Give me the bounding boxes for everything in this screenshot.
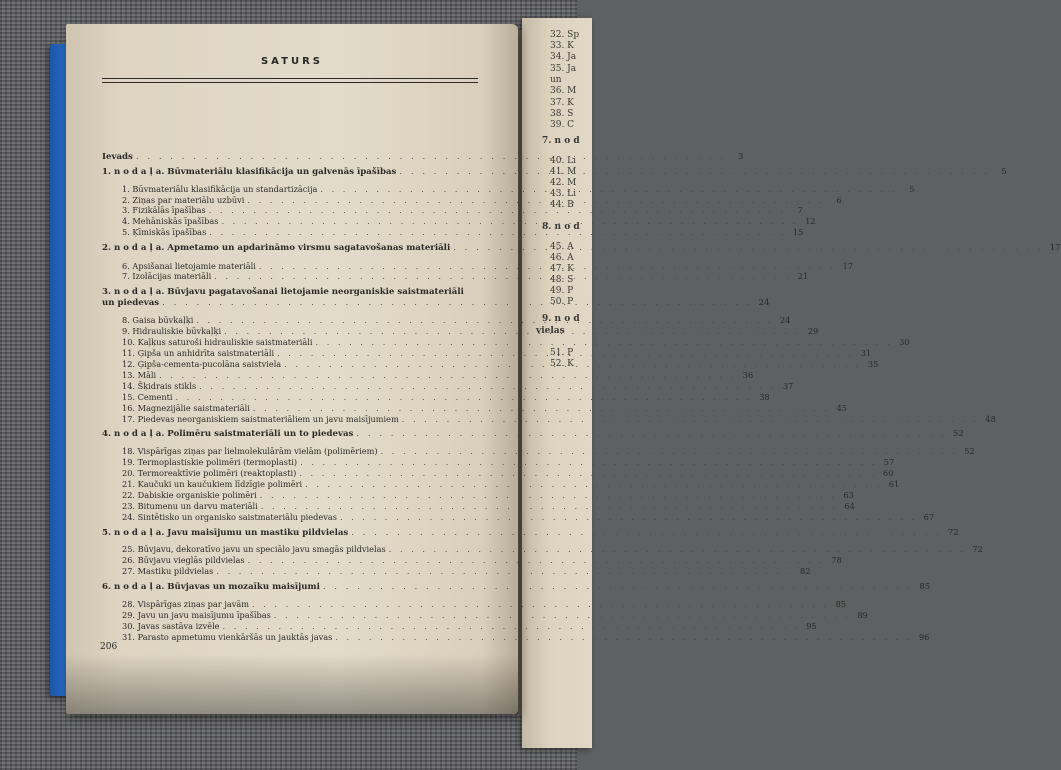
right-page-line: 41. M	[550, 167, 577, 177]
toc-entry-label: 30. Javas sastāva izvēle	[122, 621, 220, 631]
toc-entry-label: 23. Bitumenu un darvu materiāli	[122, 501, 258, 511]
toc-entry-label: 14. Šķidrais stikls	[122, 381, 197, 391]
toc-chapter	[102, 528, 959, 539]
toc-page-number: 85	[835, 599, 847, 609]
toc-page-number: 61	[888, 479, 900, 489]
right-page-line: vielas	[536, 326, 565, 336]
toc-entry	[122, 490, 854, 501]
toc-page-number: 78	[831, 555, 842, 565]
toc-entry-label: 4. Mehāniskās īpašības	[122, 216, 219, 226]
toc-leader-dots	[209, 205, 786, 216]
toc-entry	[122, 403, 847, 414]
toc-leader-dots	[453, 243, 1043, 254]
page-title: SATURS	[260, 56, 323, 67]
toc-page-number: 72	[947, 528, 959, 538]
toc-leader-dots	[176, 392, 753, 403]
right-page-line: 32. Sp	[550, 30, 580, 40]
toc-entry-label: 29. Javu un javu maisījumu īpašības	[122, 610, 271, 620]
toc-entry-label: 18. Vispārīgas ziņas par lielmolekulārām vielām (polimēriem)	[122, 446, 378, 456]
toc-page-number: 52	[964, 446, 975, 456]
toc-entry-label: 5. Ķīmiskās īpašības	[122, 227, 207, 237]
toc-entry-label: 8. Gaisa būvkaļķi	[122, 315, 194, 325]
toc-leader-dots	[323, 582, 913, 593]
right-page-line: 45. A	[550, 242, 574, 252]
right-page-line: 34. Ja	[550, 52, 577, 62]
right-page-line: 49. P	[550, 286, 574, 296]
toc-page-number: 5	[1001, 167, 1007, 177]
toc-leader-dots	[284, 359, 861, 370]
toc-leader-dots	[221, 216, 798, 227]
toc-entry-label: 6. n o d a ļ a. Būvjavas un mozaīku maisījumi	[102, 582, 320, 592]
right-page-line: 38. S	[550, 109, 574, 119]
toc-page-number: 45	[836, 403, 847, 413]
toc-page-number: 12	[805, 216, 816, 226]
right-page-line: 51. P	[550, 348, 574, 358]
toc-leader-dots	[224, 326, 801, 337]
toc-entry-label: 19. Termoplastiskie polimēri (termoplasti)	[122, 457, 298, 467]
toc-leader-dots	[277, 348, 854, 359]
toc-entry	[122, 610, 868, 621]
toc-page-number: 7	[797, 205, 803, 215]
toc-leader-dots	[162, 298, 752, 309]
toc-leader-dots	[136, 152, 726, 163]
right-page-line: 39. C	[550, 120, 575, 130]
toc-leader-dots	[356, 429, 946, 440]
right-page-line: 33. K	[550, 41, 574, 51]
toc-leader-dots	[340, 512, 917, 523]
toc-leader-dots	[335, 632, 912, 643]
toc-page-number: 17	[1049, 243, 1061, 253]
toc-page-number: 36	[742, 370, 754, 380]
toc-entry	[122, 512, 935, 523]
toc-page-number: 85	[919, 582, 931, 592]
toc-page-number: 57	[883, 457, 895, 467]
toc-page-number: 30	[899, 337, 910, 347]
header-rule-top	[102, 78, 478, 79]
header-rule-bottom	[102, 82, 478, 83]
toc-leader-dots	[389, 544, 966, 555]
toc-entry-label: 26. Būvjavu vieglās pildvielas	[122, 555, 245, 565]
page-shadow	[66, 654, 518, 714]
toc-leader-dots	[253, 403, 830, 414]
right-page-line: 7. n o d	[542, 136, 580, 146]
toc-page-number: 29	[807, 326, 819, 336]
toc-page-number: 60	[882, 468, 894, 478]
right-page-line: un	[550, 75, 562, 85]
toc-entry	[122, 599, 847, 610]
toc-entry-label: 2. n o d a ļ a. Apmetamo un apdarināmo virsmu sagatavošanas materiāli	[102, 243, 451, 253]
toc-leader-dots	[402, 414, 979, 425]
toc-entry-label: 24. Sintētisko un organisko saistmateriālu piedevas	[122, 512, 337, 522]
toc-entry-label: Ievads	[102, 152, 133, 162]
toc-entry-label: 16. Magnezijālie saistmateriāli	[122, 403, 250, 413]
toc-entry	[122, 479, 900, 490]
toc-page-number: 6	[836, 195, 842, 205]
toc-leader-dots	[223, 621, 800, 632]
toc-page-number: 15	[792, 227, 804, 237]
toc-leader-dots	[261, 501, 838, 512]
toc-entry-label: 22. Dabiskie organiskie polimēri	[122, 490, 257, 500]
toc-entry-label: 28. Vispārīgas ziņas par javām	[122, 599, 250, 609]
toc-entry	[122, 555, 842, 566]
toc-entry	[122, 501, 855, 512]
toc-entry-label: 13. Māli	[122, 370, 157, 380]
toc-page-number: 35	[867, 359, 879, 369]
toc-page-number: 37	[782, 381, 794, 391]
toc-entry-label: 21. Kaučuki un kaučukiem līdzīgie polimēri	[122, 479, 303, 489]
toc-entry	[122, 621, 817, 632]
toc-page-number: 96	[918, 632, 930, 642]
toc-entry-label: 31. Parasto apmetumu vienkāršās un jauktās javas	[122, 632, 333, 642]
toc-leader-dots	[315, 337, 892, 348]
right-page-line: 40. Li	[550, 156, 577, 166]
toc-leader-dots	[300, 457, 877, 468]
toc-entry-label: 7. Izolācijas materiāli	[122, 271, 212, 281]
toc-page-number: 24	[758, 298, 770, 308]
toc-leader-dots	[159, 370, 736, 381]
toc-entry	[122, 392, 770, 403]
toc-entry-label: 15. Cementi	[122, 392, 173, 402]
toc-entry-label: 12. Ģipša-cementa-pucolāna saistviela	[122, 359, 282, 369]
toc-entry	[122, 381, 794, 392]
toc-page-number: 24	[779, 315, 791, 325]
right-page-line: 37. K	[550, 98, 574, 108]
page-number: 206	[100, 642, 118, 652]
toc-leader-dots	[351, 528, 941, 539]
toc-chapter	[102, 429, 964, 440]
toc-entry-label: un piedevas	[102, 298, 160, 308]
toc-entry-label: 27. Mastiku pildvielas	[122, 566, 214, 576]
toc-entry	[122, 566, 811, 577]
toc-entry-label: 3. Fizikālās īpašības	[122, 205, 206, 215]
toc-leader-dots	[399, 167, 989, 178]
toc-page-number: 31	[860, 348, 872, 358]
toc-page-number: 67	[923, 512, 935, 522]
toc-leader-dots	[299, 468, 876, 479]
right-page-line: 47. K	[550, 264, 574, 274]
toc-page-number: 95	[806, 621, 817, 631]
right-page-line: 48. S	[550, 275, 574, 285]
right-page-line: 35. Ja	[550, 64, 577, 74]
toc-entry-label: 5. n o d a ļ a. Javu maisījumu un mastiku pildvielas	[102, 528, 349, 538]
toc-entry-label: 11. Ģipša un anhidrīta saistmateriāli	[122, 348, 275, 358]
toc-page-number: 89	[857, 610, 868, 620]
toc-page-number: 21	[797, 271, 809, 281]
right-page-line: 46. A	[550, 253, 574, 263]
toc-leader-dots	[260, 490, 837, 501]
toc-entry-label: 10. Kaļķus saturoši hidrauliskie saistmateriāli	[122, 337, 313, 347]
right-page-line: 9. n o d	[542, 314, 580, 324]
toc-page-number: 3	[737, 152, 744, 162]
toc-leader-dots	[381, 446, 958, 457]
right-page-line: 43. Li	[550, 189, 577, 199]
toc-leader-dots	[320, 184, 897, 195]
toc-entry	[122, 337, 910, 348]
toc-entry	[122, 544, 983, 555]
toc-entry	[122, 632, 930, 643]
right-page-line: 52. K	[550, 359, 574, 369]
toc-page-number: 17	[842, 261, 853, 271]
toc-leader-dots	[209, 227, 786, 238]
right-page-line: 36. M	[550, 86, 577, 96]
toc-entry	[122, 446, 975, 457]
toc-page-number: 72	[972, 544, 983, 554]
toc-leader-dots	[216, 566, 793, 577]
toc-entry-label: 17. Piedevas neorganiskiem saistmateriāliem un javu maisījumiem	[122, 414, 399, 424]
toc-leader-dots	[214, 271, 791, 282]
toc-page-number: 52	[952, 429, 964, 439]
toc-page-number: 63	[843, 490, 854, 500]
toc-entry	[122, 468, 894, 479]
toc-entry-label: 9. Hidrauliskie būvkaļķi	[122, 326, 222, 336]
toc-entry-label: 4. n o d a ļ a. Polimēru saistmateriāli un to piedevas	[102, 429, 354, 439]
toc-page-number: 38	[759, 392, 770, 402]
right-page-line: 50. P	[550, 297, 574, 307]
toc-entry	[122, 457, 895, 468]
toc-page-number: 48	[985, 414, 996, 424]
toc-page-number: 64	[844, 501, 855, 511]
right-page-line: 44. B	[550, 200, 574, 210]
toc-entry-label: 2. Ziņas par materiālu uzbūvi	[122, 195, 245, 205]
toc-leader-dots	[196, 315, 773, 326]
toc-entry-label: 6. Apsišanai lietojamie materiāli	[122, 261, 256, 271]
toc-leader-dots	[252, 599, 829, 610]
toc-leader-dots	[274, 610, 851, 621]
toc-entry-label: 1. Būvmateriālu klasifikācija un standartizācija	[122, 184, 318, 194]
toc-entry-label: 25. Būvjavu, dekoratīvo javu un speciālo javu smagās pildvielas	[122, 544, 386, 554]
toc-entry	[122, 370, 754, 381]
toc-page-number: 5	[909, 184, 915, 194]
right-page-line: 42. M	[550, 178, 577, 188]
toc-entry-label: 1. n o d a ļ a. Būvmateriālu klasifikācija un galvenās īpašības	[102, 167, 397, 177]
toc-leader-dots	[199, 381, 776, 392]
toc-leader-dots	[248, 555, 825, 566]
toc-entry-label: 20. Termoreaktīvie polimēri (reaktoplasti)	[122, 468, 297, 478]
toc-entry	[122, 414, 996, 425]
toc-chapter	[102, 582, 931, 593]
toc-page-number: 82	[800, 566, 811, 576]
toc-leader-dots	[305, 479, 882, 490]
right-page-line: 8. n o d	[542, 222, 580, 232]
toc-chapter-heading: 3. n o d a ļ a. Būvjavu pagatavošanai lietojamie neorganiskie saistmateriāli	[102, 287, 464, 297]
